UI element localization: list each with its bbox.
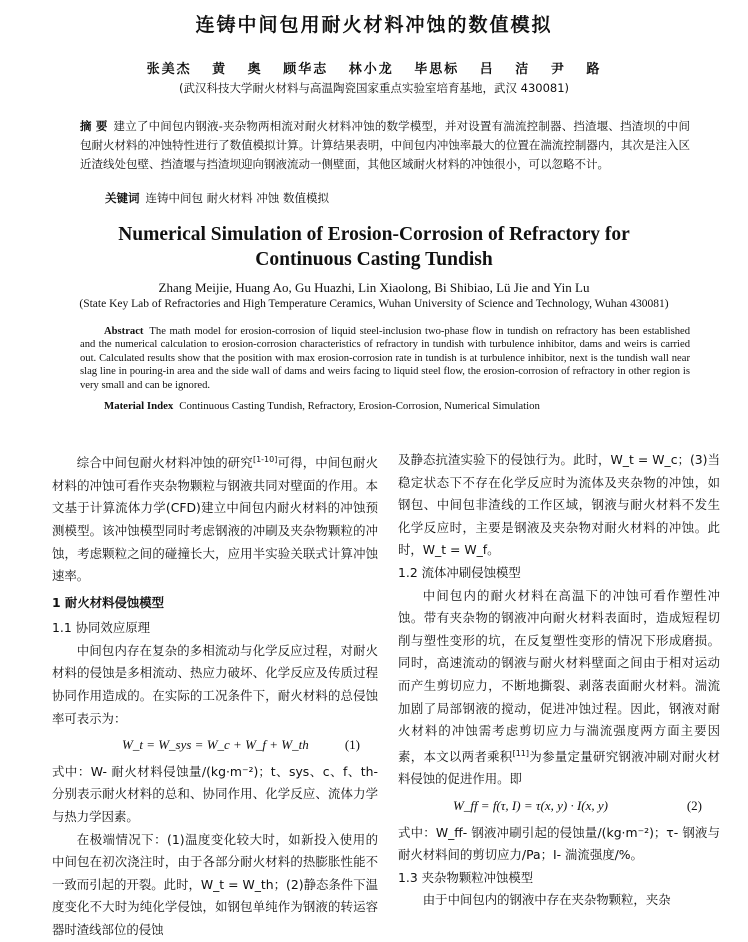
chinese-keywords-text: 连铸中间包 耐火材料 冲蚀 数值模拟 xyxy=(145,191,329,205)
section-1-1-heading: 1.1 协同效应原理 xyxy=(52,620,150,636)
english-title xyxy=(0,222,748,272)
chinese-keywords-label: 关键词 xyxy=(105,191,140,205)
chinese-abstract-text: 建立了中间包内钢液-夹杂物两相流对耐火材料冲蚀的数学模型，并对设置有湍流控制器、挡渣堰、挡渣坝的中间包耐火材料的冲蚀特性进行了数值模拟计算。计算结果表明，中间包内冲蚀率最大的位置在湍流控制器内，其次是注入区近渣线处包壁、挡渣堰与挡渣坝迎向钢液流动一侧壁面，其他区域耐火材料的冲蚀很小，可以忽略不计。 xyxy=(80,119,690,171)
right-paragraph-1: 及静态抗渣实验下的侵蚀行为。此时，W_t = W_c；(3)当稳定状态下不存在化学反应时为流体及夹杂物的冲蚀，如钢包、中间包非渣线的工作区域，钢液与耐火材料不发生化学反应时，主要是钢液及夹杂物对耐火材料的冲蚀。此时，W_t = W_f。 xyxy=(398,452,720,558)
english-index-label: Material Index xyxy=(104,400,174,412)
chinese-affiliation: (武汉科技大学耐火材料与高温陶瓷国家重点实验室培育基地，武汉 430081) xyxy=(178,81,570,95)
left-paragraph-4: 在极端情况下：(1)温度变化较大时，如新投入使用的中间包在初次浇注时，由于各部分耐火材料的热膨胀性能不一致而引起的开裂。此时，W_t = W_th；(2)静态条件下温度变化不大时为纯化学侵蚀，如钢包单纯作为钢液的转运容器时渣线部位的侵蚀 xyxy=(52,831,378,937)
english-title-line1: Numerical Simulation of Erosion-Corrosion of Refractory for xyxy=(118,224,630,245)
section-1-2-heading: 1.2 流体冲刷侵蚀模型 xyxy=(398,564,521,580)
citation: [11] xyxy=(512,748,530,758)
chinese-title: 连铸中间包用耐火材料冲蚀的数值模拟 xyxy=(195,14,553,36)
section-1-heading: 1 耐火材料侵蚀模型 xyxy=(52,594,165,610)
left-paragraph-2: 中间包内存在复杂的多相流动与化学反应过程，对耐火材料的侵蚀是多相流动、热应力破坏、化学反应及传质过程协同作用造成的。在实际的工况条件下，耐火材料的总侵蚀率可表示为： xyxy=(52,642,378,726)
english-affiliation: (State Key Lab of Refractories and High Temperature Ceramics, Wuhan University of Science and Technology, Wuhan 430081) xyxy=(79,298,669,310)
left-paragraph-3: 式中：W- 耐火材料侵蚀量/(kg·m⁻²)；t、sys、c、f、th- 分别表示耐火材料的总和、协同作用、化学反应、流体力学与热力学因素。 xyxy=(52,763,378,825)
chinese-authors: 张美杰 黄 奥 顾华志 林小龙 毕思标 吕 洁 尹 路 xyxy=(146,62,602,77)
right-paragraph-3: 式中：W_ff- 钢液冲刷引起的侵蚀量/(kg·m⁻²)；τ- 钢液与耐火材料间的剪切应力/Pa；I- 湍流强度/%。 xyxy=(398,824,720,863)
equation-1: W_t = W_sys = W_c + W_f + W_th (1) xyxy=(122,737,360,753)
chinese-abstract xyxy=(80,117,690,174)
right-paragraph-4: 由于中间包内的钢液中存在夹杂物颗粒，夹杂 xyxy=(422,892,671,908)
left-paragraph-1: 综合中间包耐火材料冲蚀的研究[1-10]可得，中间包耐火材料的冲蚀可看作夹杂物颗粒与钢液共同对壁面的作用。本文基于计算流体力学(CFD)建立中间包内耐火材料的冲蚀预测模型。该冲蚀模型同时考虑钢液的冲刷及夹杂物颗粒的冲蚀，考虑颗粒之间的碰撞长大，应用半实验关联式计算冲蚀速率。 xyxy=(52,455,379,584)
section-1-3-heading: 1.3 夹杂物颗粒冲蚀模型 xyxy=(398,869,534,885)
body-left-column xyxy=(52,449,378,942)
english-authors: Zhang Meijie, Huang Ao, Gu Huazhi, Lin Xiaolong, Bi Shibiao, Lü Jie and Yin Lu xyxy=(158,280,590,295)
english-title-line2: Continuous Casting Tundish xyxy=(255,249,493,270)
english-index xyxy=(104,400,540,412)
equation-2: W_ff = f(τ, I) = τ(x, y) · I(x, y) (2) xyxy=(453,798,702,814)
english-index-text: Continuous Casting Tundish, Refractory, Erosion-Corrosion, Numerical Simulation xyxy=(179,400,540,412)
english-abstract-text: The math model for erosion-corrosion of liquid steel-inclusion two-phase flow in tundish on refractory has been established and the numerical calculation to erosion-corrosion characteristics of refractory in tundish with turbulence inhibitor, dams and weirs is carried out. Calculated results show that the position with max erosion-corrosion rate in tundish is at turbulence inhibitor, next is the tundish wall near slag line in pouring-in area and the side wall of dams and weirs facing to liquid steel flow, the erosion-corrosion of refractory in other region is very small and can be ignored. xyxy=(80,326,690,391)
chinese-keywords xyxy=(105,190,329,206)
body-right-column xyxy=(398,449,720,912)
english-abstract xyxy=(80,325,690,392)
chinese-abstract-label: 摘 要 xyxy=(80,119,108,133)
english-abstract-label: Abstract xyxy=(104,326,144,337)
right-paragraph-2: 中间包内的耐火材料在高温下的冲蚀可看作塑性冲蚀。带有夹杂物的钢液冲向耐火材料表面时，造成短程切削与塑性变形的坑，在反复塑性变形的情况下形成磨损。同时，高速流动的钢液与耐火材料壁面之间由于相对运动而产生剪切应力，不断地撕裂、剥落表面耐火材料。湍流加剧了局部钢液的搅动，促进冲蚀过程。因此，钢液对耐火材料的冲蚀需考虑剪切应力与湍流强度两方面主要因素，本文以两者乘积[11]为参量定量研究钢液冲刷对耐火材料侵蚀的促进作用。即 xyxy=(398,587,721,787)
citation: [1-10] xyxy=(252,455,278,464)
